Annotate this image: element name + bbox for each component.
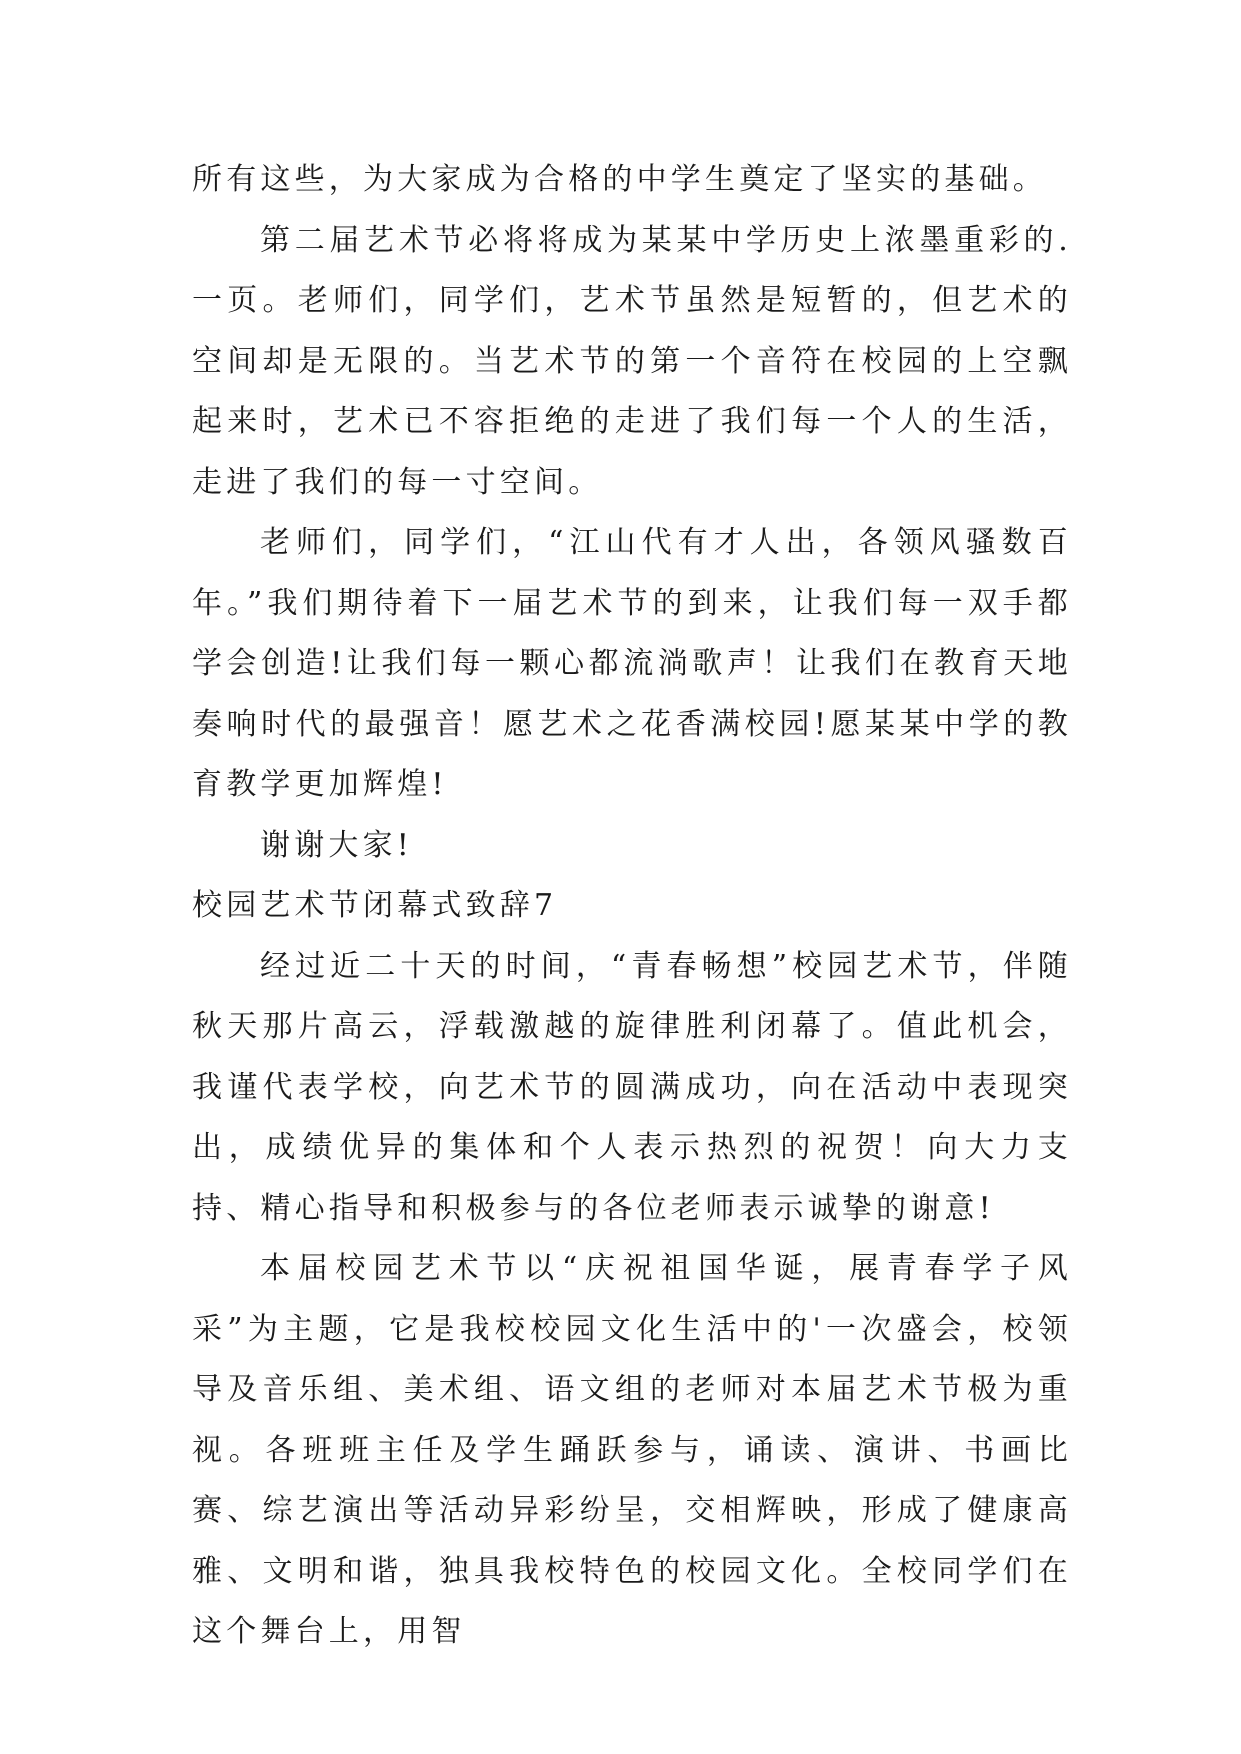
section-title: 校园艺术节闭幕式致辞7 [192, 888, 558, 923]
paragraph-3: 老师们，同学们，“江山代有才人出，各领风骚数百年。”我们期待着下一届艺术节的到来，让我们每一双手都学会创造!让我们每一颗心都流淌歌声！让我们在教育天地奏响时代的最强音！愿艺术之花香满校园!愿某某中学的教育教学更加辉煌! [192, 525, 1072, 802]
paragraph-4: 谢谢大家! [260, 827, 414, 863]
document-page [192, 150, 1072, 1663]
paragraph-2: 第二届艺术节必将将成为某某中学历史上浓墨重彩的.一页。老师们，同学们，艺术节虽然是短暂的，但艺术的空间却是无限的。当艺术节的第一个音符在校园的上空飘起来时，艺术已不容拒绝的走进了我们每一个人的生活，走进了我们的每一寸空间。 [192, 222, 1072, 500]
section-paragraph-2: 本届校园艺术节以“庆祝祖国华诞，展青春学子风采”为主题，它是我校校园文化生活中的'一次盛会，校领导及音乐组、美术组、语文组的老师对本届艺术节极为重视。各班班主任及学生踊跃参与，诵读、演讲、书画比赛、综艺演出等活动异彩纷呈，交相辉映，形成了健康高雅、文明和谐，独具我校特色的校园文化。全校同学们在这个舞台上，用智 [192, 1251, 1072, 1649]
paragraph-1: 所有这些，为大家成为合格的中学生奠定了坚实的基础。 [192, 162, 1047, 197]
section-paragraph-1: 经过近二十天的时间，“青春畅想”校园艺术节，伴随秋天那片高云，浮载激越的旋律胜利闭幕了。值此机会，我谨代表学校，向艺术节的圆满成功，向在活动中表现突出，成绩优异的集体和个人表示热烈的祝贺！向大力支持、精心指导和积极参与的各位老师表示诚挚的谢意! [192, 948, 1072, 1226]
